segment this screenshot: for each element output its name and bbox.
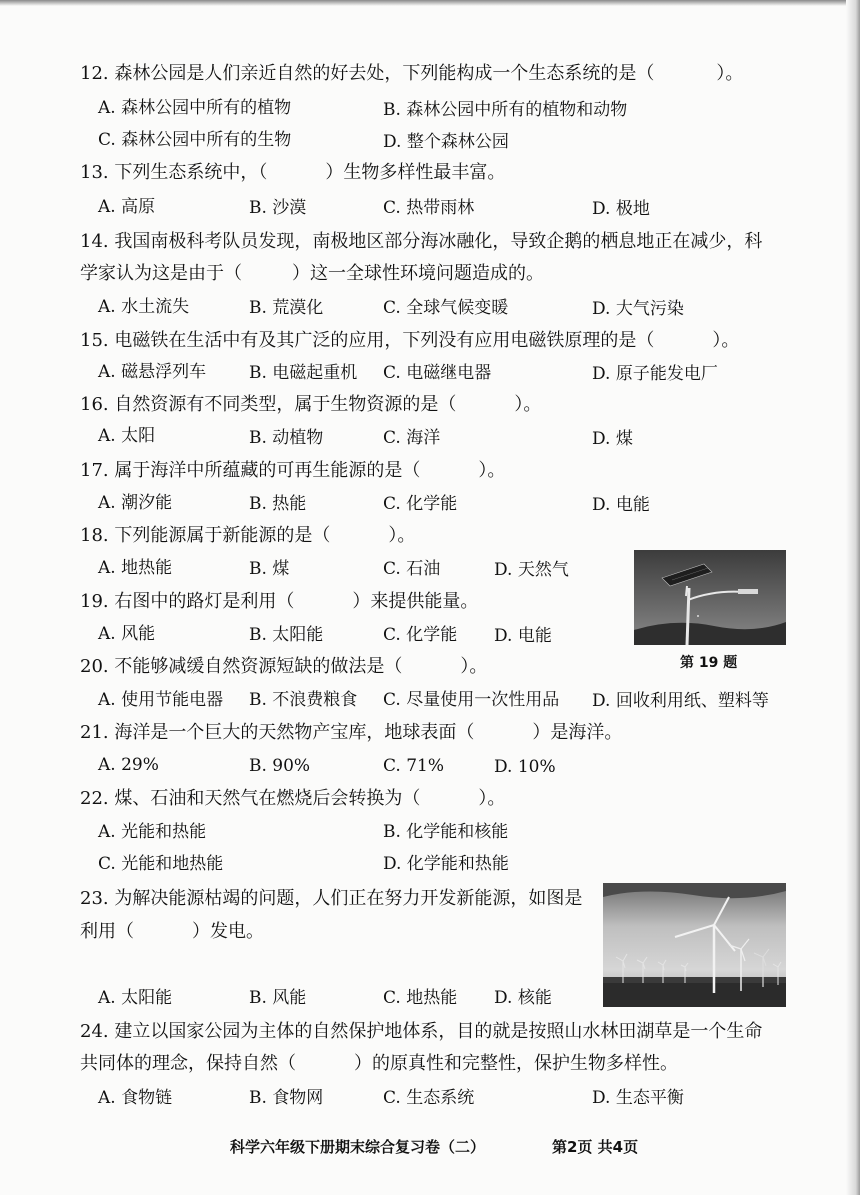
option-22d: D. 化学能和热能 <box>383 854 509 874</box>
option-24b: B. 食物网 <box>249 1088 324 1108</box>
option-15d: D. 原子能发电厂 <box>592 364 718 384</box>
option-20c: C. 尽量使用一次性用品 <box>383 690 560 710</box>
question-23-line2: 利用（ ）发电。 <box>80 921 264 942</box>
option-23c: C. 地热能 <box>383 988 458 1008</box>
question-22: 22. 煤、石油和天然气在燃烧后会转换为（ ）。 <box>80 788 506 809</box>
option-19d: D. 电能 <box>494 626 552 646</box>
option-20b: B. 不浪费粮食 <box>249 690 358 710</box>
question-24-line1: 24. 建立以国家公园为主体的自然保护地体系，目的就是按照山水林田湖草是一个生命 <box>80 1021 763 1042</box>
question-23-line1: 23. 为解决能源枯竭的问题，人们正在努力开发新能源，如图是 <box>80 888 583 909</box>
page-number: 第2页 共4页 <box>552 1138 639 1156</box>
option-19b: B. 太阳能 <box>249 625 324 645</box>
option-21a: A. 29% <box>98 755 159 775</box>
option-13d: D. 极地 <box>592 199 650 219</box>
option-22c: C. 光能和地热能 <box>98 854 224 874</box>
option-18a: A. 地热能 <box>98 558 173 578</box>
question-14-line2: 学家认为这是由于（ ）这一全球性环境问题造成的。 <box>80 263 544 284</box>
option-14b: B. 荒漠化 <box>249 298 324 318</box>
option-12d: D. 整个森林公园 <box>383 132 509 152</box>
option-18b: B. 煤 <box>249 559 290 579</box>
option-22b: B. 化学能和核能 <box>383 822 509 842</box>
option-13b: B. 沙漠 <box>249 198 307 218</box>
scan-edge <box>846 0 860 1195</box>
option-24a: A. 食物链 <box>98 1088 173 1108</box>
option-13c: C. 热带雨林 <box>383 198 475 218</box>
option-13a: A. 高原 <box>98 197 156 217</box>
option-19a: A. 风能 <box>98 624 156 644</box>
option-18d: D. 天然气 <box>494 560 569 580</box>
option-16a: A. 太阳 <box>98 426 156 446</box>
wind-turbines-image <box>603 883 786 1007</box>
option-16b: B. 动植物 <box>249 428 324 448</box>
option-16c: C. 海洋 <box>383 428 441 448</box>
option-18c: C. 石油 <box>383 559 441 579</box>
option-21c: C. 71% <box>383 756 444 776</box>
option-17a: A. 潮汐能 <box>98 493 173 513</box>
option-14d: D. 大气污染 <box>592 299 684 319</box>
question-14-line1: 14. 我国南极科考队员发现，南极地区部分海冰融化，导致企鹅的栖息地正在减少，科 <box>80 231 763 252</box>
option-14a: A. 水土流失 <box>98 297 190 317</box>
option-14c: C. 全球气候变暖 <box>383 298 509 318</box>
option-15c: C. 电磁继电器 <box>383 363 492 383</box>
question-12: 12. 森林公园是人们亲近自然的好去处，下列能构成一个生态系统的是（ ）。 <box>80 63 744 84</box>
option-24d: D. 生态平衡 <box>592 1088 684 1108</box>
option-17d: D. 电能 <box>592 495 650 515</box>
option-12c: C. 森林公园中所有的生物 <box>98 130 292 150</box>
option-23d: D. 核能 <box>494 988 552 1008</box>
question-18: 18. 下列能源属于新能源的是（ ）。 <box>80 525 416 546</box>
question-19: 19. 右图中的路灯是利用（ ）来提供能量。 <box>80 591 479 612</box>
option-23b: B. 风能 <box>249 988 307 1008</box>
figure-caption-19: 第 19 题 <box>680 655 738 671</box>
question-13: 13. 下列生态系统中，（ ）生物多样性最丰富。 <box>80 162 506 183</box>
option-15a: A. 磁悬浮列车 <box>98 362 207 382</box>
scan-edge <box>0 0 860 6</box>
option-22a: A. 光能和热能 <box>98 822 207 842</box>
option-15b: B. 电磁起重机 <box>249 363 358 383</box>
footer-title: 科学六年级下册期末综合复习卷（二） <box>230 1138 486 1156</box>
question-16: 16. 自然资源有不同类型，属于生物资源的是（ ）。 <box>80 394 542 415</box>
option-19c: C. 化学能 <box>383 625 458 645</box>
option-16d: D. 煤 <box>592 429 633 449</box>
option-20a: A. 使用节能电器 <box>98 690 224 710</box>
question-17: 17. 属于海洋中所蕴藏的可再生能源的是（ ）。 <box>80 460 506 481</box>
option-12a: A. 森林公园中所有的植物 <box>98 98 292 118</box>
option-20d: D. 回收利用纸、塑料等 <box>592 691 769 711</box>
option-17c: C. 化学能 <box>383 494 458 514</box>
question-21: 21. 海洋是一个巨大的天然物产宝库，地球表面（ ）是海洋。 <box>80 722 623 743</box>
option-12b: B. 森林公园中所有的植物和动物 <box>383 100 628 120</box>
option-24c: C. 生态系统 <box>383 1088 475 1108</box>
option-23a: A. 太阳能 <box>98 988 173 1008</box>
option-17b: B. 热能 <box>249 494 307 514</box>
option-21b: B. 90% <box>249 756 311 776</box>
question-15: 15. 电磁铁在生活中有及其广泛的应用，下列没有应用电磁铁原理的是（ ）。 <box>80 330 740 351</box>
question-24-line2: 共同体的理念，保持自然（ ）的原真性和完整性，保护生物多样性。 <box>80 1053 678 1074</box>
solar-street-lamp-image <box>634 550 786 645</box>
question-20: 20. 不能够减缓自然资源短缺的做法是（ ）。 <box>80 656 488 677</box>
option-21d: D. 10% <box>494 757 556 777</box>
